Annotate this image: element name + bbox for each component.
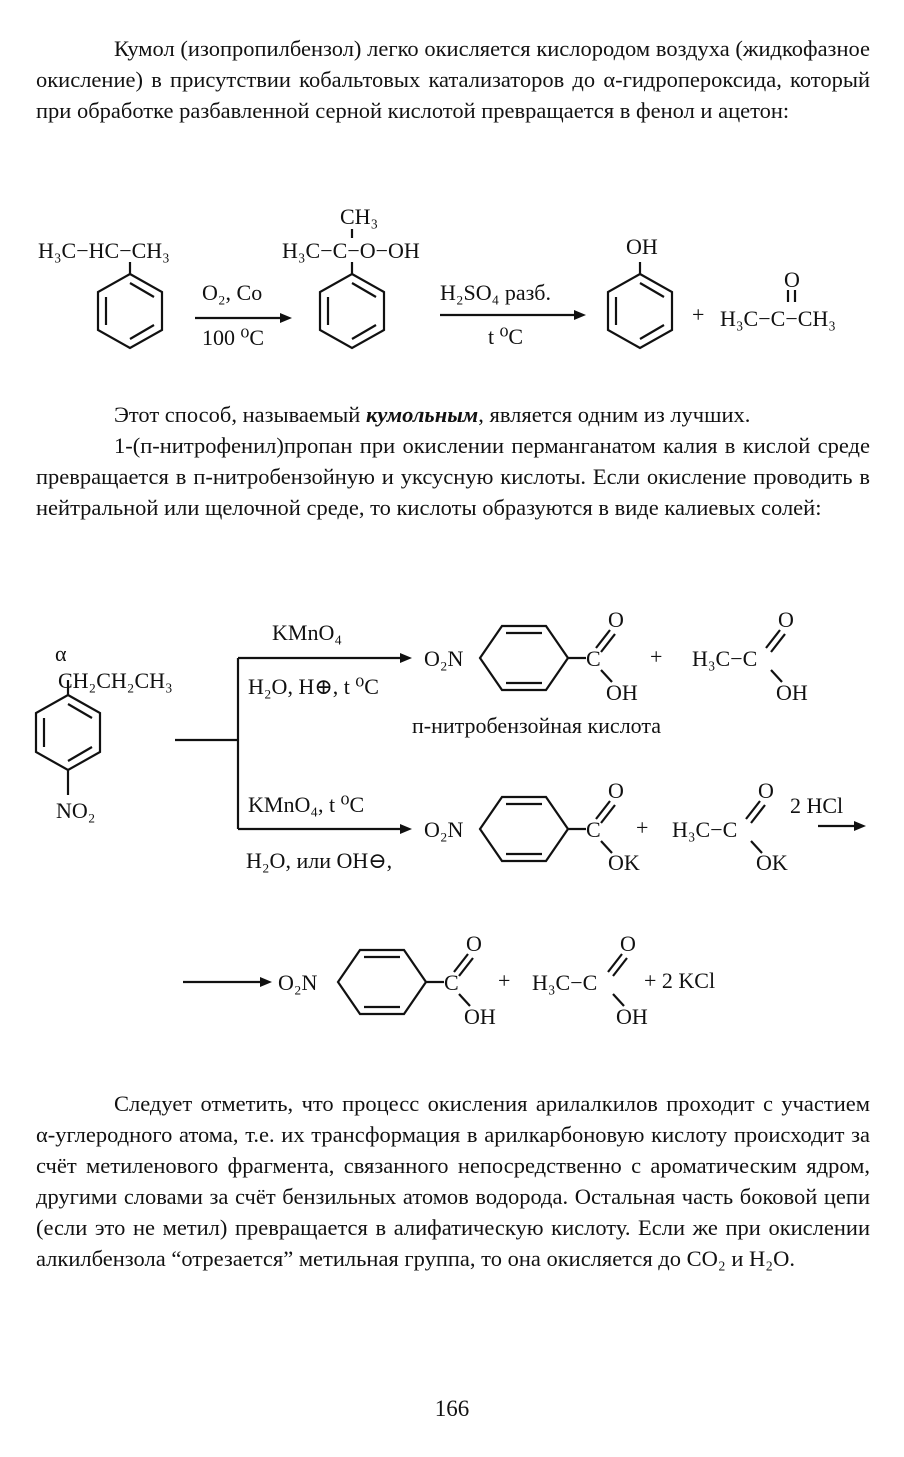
propyl-chain: CH₂CH₂CH₃	[58, 668, 173, 693]
acetone-oxygen: O	[784, 267, 800, 292]
upper-acetic-o: O	[778, 607, 794, 632]
lower-ok: OK	[608, 850, 640, 875]
plus-sign: +	[692, 302, 705, 327]
paragraph-nitrophenylpropane: 1-(п-нитрофенил)пропан при окислении перманганатом калия в кислой среде превращается в п-нитробензойную и уксусную кислоты. Если окисление проводить в нейтральной или щелочной среде, то кислоты образуются в виде калиевых солей:	[36, 433, 870, 520]
final-o2n: O₂N	[278, 970, 318, 995]
cumene-formula: H₃C−HC−CH₃	[38, 238, 170, 263]
final-hydroxyl: OH	[464, 1004, 496, 1029]
paragraph-cumene-method: Этот способ, называемый кумольным, является одним из лучших.	[114, 402, 751, 427]
lower-plus: +	[636, 815, 649, 840]
phenol-benzene-ring	[608, 274, 672, 348]
paragraph-cumene-intro: Кумол (изопропилбензол) легко окисляется кислородом воздуха (жидкофазное окисление) в присутствии кобальтовых катализаторов до α-гидропероксида, который при обработке разбавленной серной кислотой превращается в фенол и ацетон:	[36, 36, 870, 123]
paragraph-conclusion: Следует отметить, что процесс окисления арилалкилов проходит с участием α-углеродного атома, т.е. их трансформация в арилкарбоновую кислоту происходит за счёт метиленового фрагмента, связанного непосредственно с ароматическим ядром, другими словами за счёт бензильных атомов водорода. Остальная часть боковой цепи (если это не метил) превращается в алифатическую кислоту. Если же при окислении алкилбензола “отрезается” метильная группа, то она окисляется до CO₂ и H₂O.	[36, 1091, 870, 1271]
lower-carboxyl-c: C	[586, 817, 601, 842]
final-carbonyl-o: O	[466, 931, 482, 956]
lower-o2n: O₂N	[424, 817, 464, 842]
upper-acetyl: H₃C−C	[692, 646, 758, 671]
lower-conditions: H₂O, или OH⊖,	[246, 848, 393, 873]
final-acetic-o: O	[620, 931, 636, 956]
cumene-benzene-ring	[98, 274, 162, 348]
hydroperoxide-methyl: CH₃	[340, 204, 379, 229]
upper-acetic-oh: OH	[776, 680, 808, 705]
final-nitrobenzoic-ring	[338, 950, 426, 1014]
step1-reagents: O₂, Co	[202, 280, 263, 305]
step2-reagents: H₂SO₄ разб.	[440, 280, 551, 305]
upper-reagent: KMnO₄	[272, 620, 343, 645]
potassium-chloride: + 2 KCl	[644, 968, 716, 993]
step2-conditions: t ⁰C	[488, 324, 524, 349]
lower-reagent: KMnO₄, t ⁰C	[248, 792, 365, 817]
upper-carbonyl-o: O	[608, 607, 624, 632]
hydroperoxide-benzene-ring	[320, 274, 384, 348]
lower-nitrobenzoate-ring	[480, 797, 568, 861]
nitrophenylpropane-benzene-ring	[36, 695, 100, 770]
upper-nitrobenzoic-ring	[480, 626, 568, 690]
acetone-formula: H₃C−C−CH₃	[720, 306, 836, 331]
upper-plus: +	[650, 644, 663, 669]
final-carboxyl-c: C	[444, 970, 459, 995]
nitrobenzoic-acid-caption: п-нитробензойная кислота	[412, 713, 662, 738]
alpha-label: α	[55, 641, 67, 666]
term-cumene-method: кумольным	[365, 402, 479, 427]
lower-carbonyl-o: O	[608, 778, 624, 803]
upper-carboxyl-c: C	[586, 646, 601, 671]
upper-hydroxyl: OH	[606, 680, 638, 705]
page-number: 166	[434, 1396, 470, 1421]
lower-acetate-ok: OK	[756, 850, 788, 875]
nitrophenylpropane-oxidation-scheme	[0, 580, 904, 1050]
hcl-reagent: 2 HCl	[790, 793, 844, 818]
phenol-hydroxyl: OH	[626, 234, 658, 259]
nitro-group: NO₂	[56, 798, 96, 823]
lower-acetate-o: O	[758, 778, 774, 803]
final-acetic-oh: OH	[616, 1004, 648, 1029]
upper-o2n: O₂N	[424, 646, 464, 671]
upper-conditions: H₂O, H⊕, t ⁰C	[248, 674, 379, 699]
final-acetyl: H₃C−C	[532, 970, 598, 995]
final-plus: +	[498, 968, 511, 993]
lower-acetyl: H₃C−C	[672, 817, 738, 842]
hydroperoxide-formula: H₃C−C−O−OH	[282, 238, 420, 263]
step1-conditions: 100 ⁰C	[202, 325, 264, 350]
